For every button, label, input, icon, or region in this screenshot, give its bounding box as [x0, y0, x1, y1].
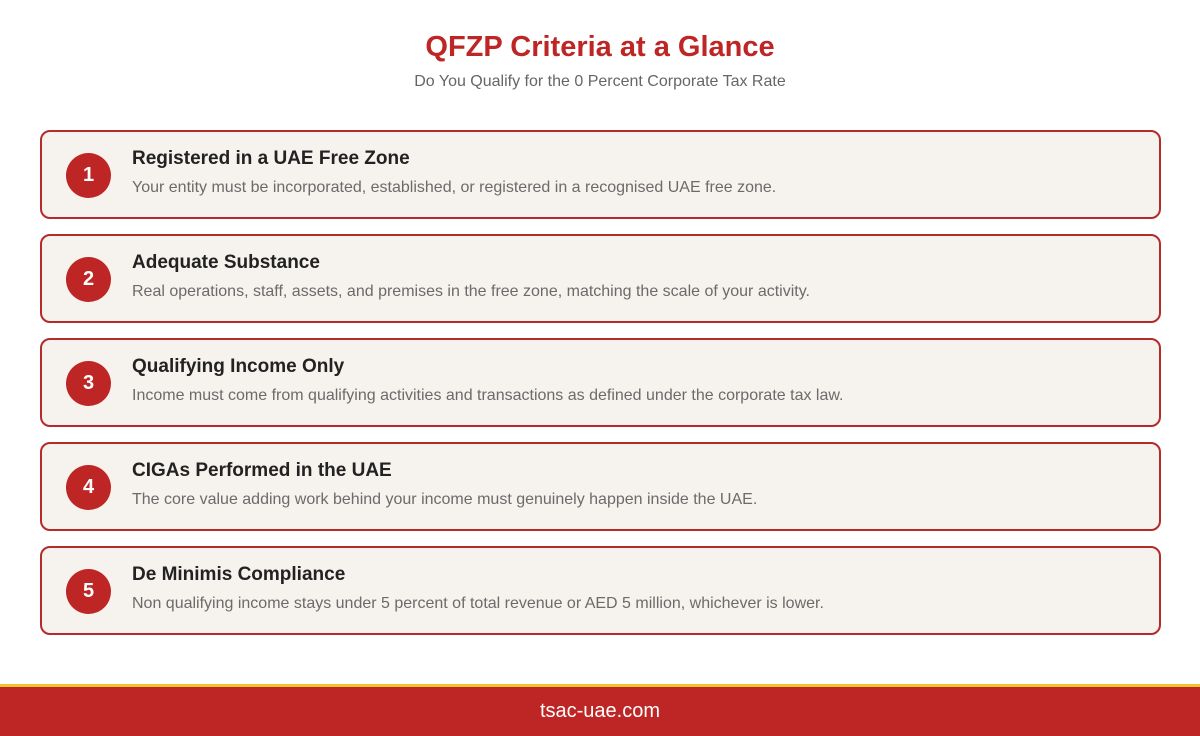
criteria-title: Registered in a UAE Free Zone	[132, 148, 410, 169]
criteria-card	[40, 442, 1161, 531]
page-title: QFZP Criteria at a Glance	[425, 31, 775, 63]
criteria-card	[40, 130, 1161, 219]
criteria-card	[40, 234, 1161, 323]
criteria-title: Qualifying Income Only	[132, 356, 345, 377]
criteria-description: Income must come from qualifying activities and transactions as defined under the corporate tax law.	[132, 387, 844, 404]
criteria-card	[40, 338, 1161, 427]
criteria-card	[40, 546, 1161, 635]
criteria-description: Your entity must be incorporated, established, or registered in a recognised UAE free zone.	[132, 179, 777, 196]
criteria-list	[40, 130, 1161, 650]
criteria-title: Adequate Substance	[132, 252, 320, 273]
criteria-description: Real operations, staff, assets, and premises in the free zone, matching the scale of your activity.	[132, 283, 810, 300]
footer-bar	[0, 687, 1200, 736]
step-number-badge: 4	[66, 465, 111, 510]
criteria-description: The core value adding work behind your income must genuinely happen inside the UAE.	[132, 491, 758, 508]
criteria-title: CIGAs Performed in the UAE	[132, 460, 392, 481]
criteria-title: De Minimis Compliance	[132, 564, 346, 585]
page-subtitle: Do You Qualify for the 0 Percent Corporate Tax Rate	[414, 73, 786, 90]
footer-website-link[interactable]: tsac-uae.com	[539, 700, 661, 722]
step-number-badge: 5	[66, 569, 111, 614]
step-number-badge: 1	[66, 153, 111, 198]
step-number-badge: 3	[66, 361, 111, 406]
criteria-description: Non qualifying income stays under 5 percent of total revenue or AED 5 million, whichever is lower.	[132, 595, 824, 612]
step-number-badge: 2	[66, 257, 111, 302]
